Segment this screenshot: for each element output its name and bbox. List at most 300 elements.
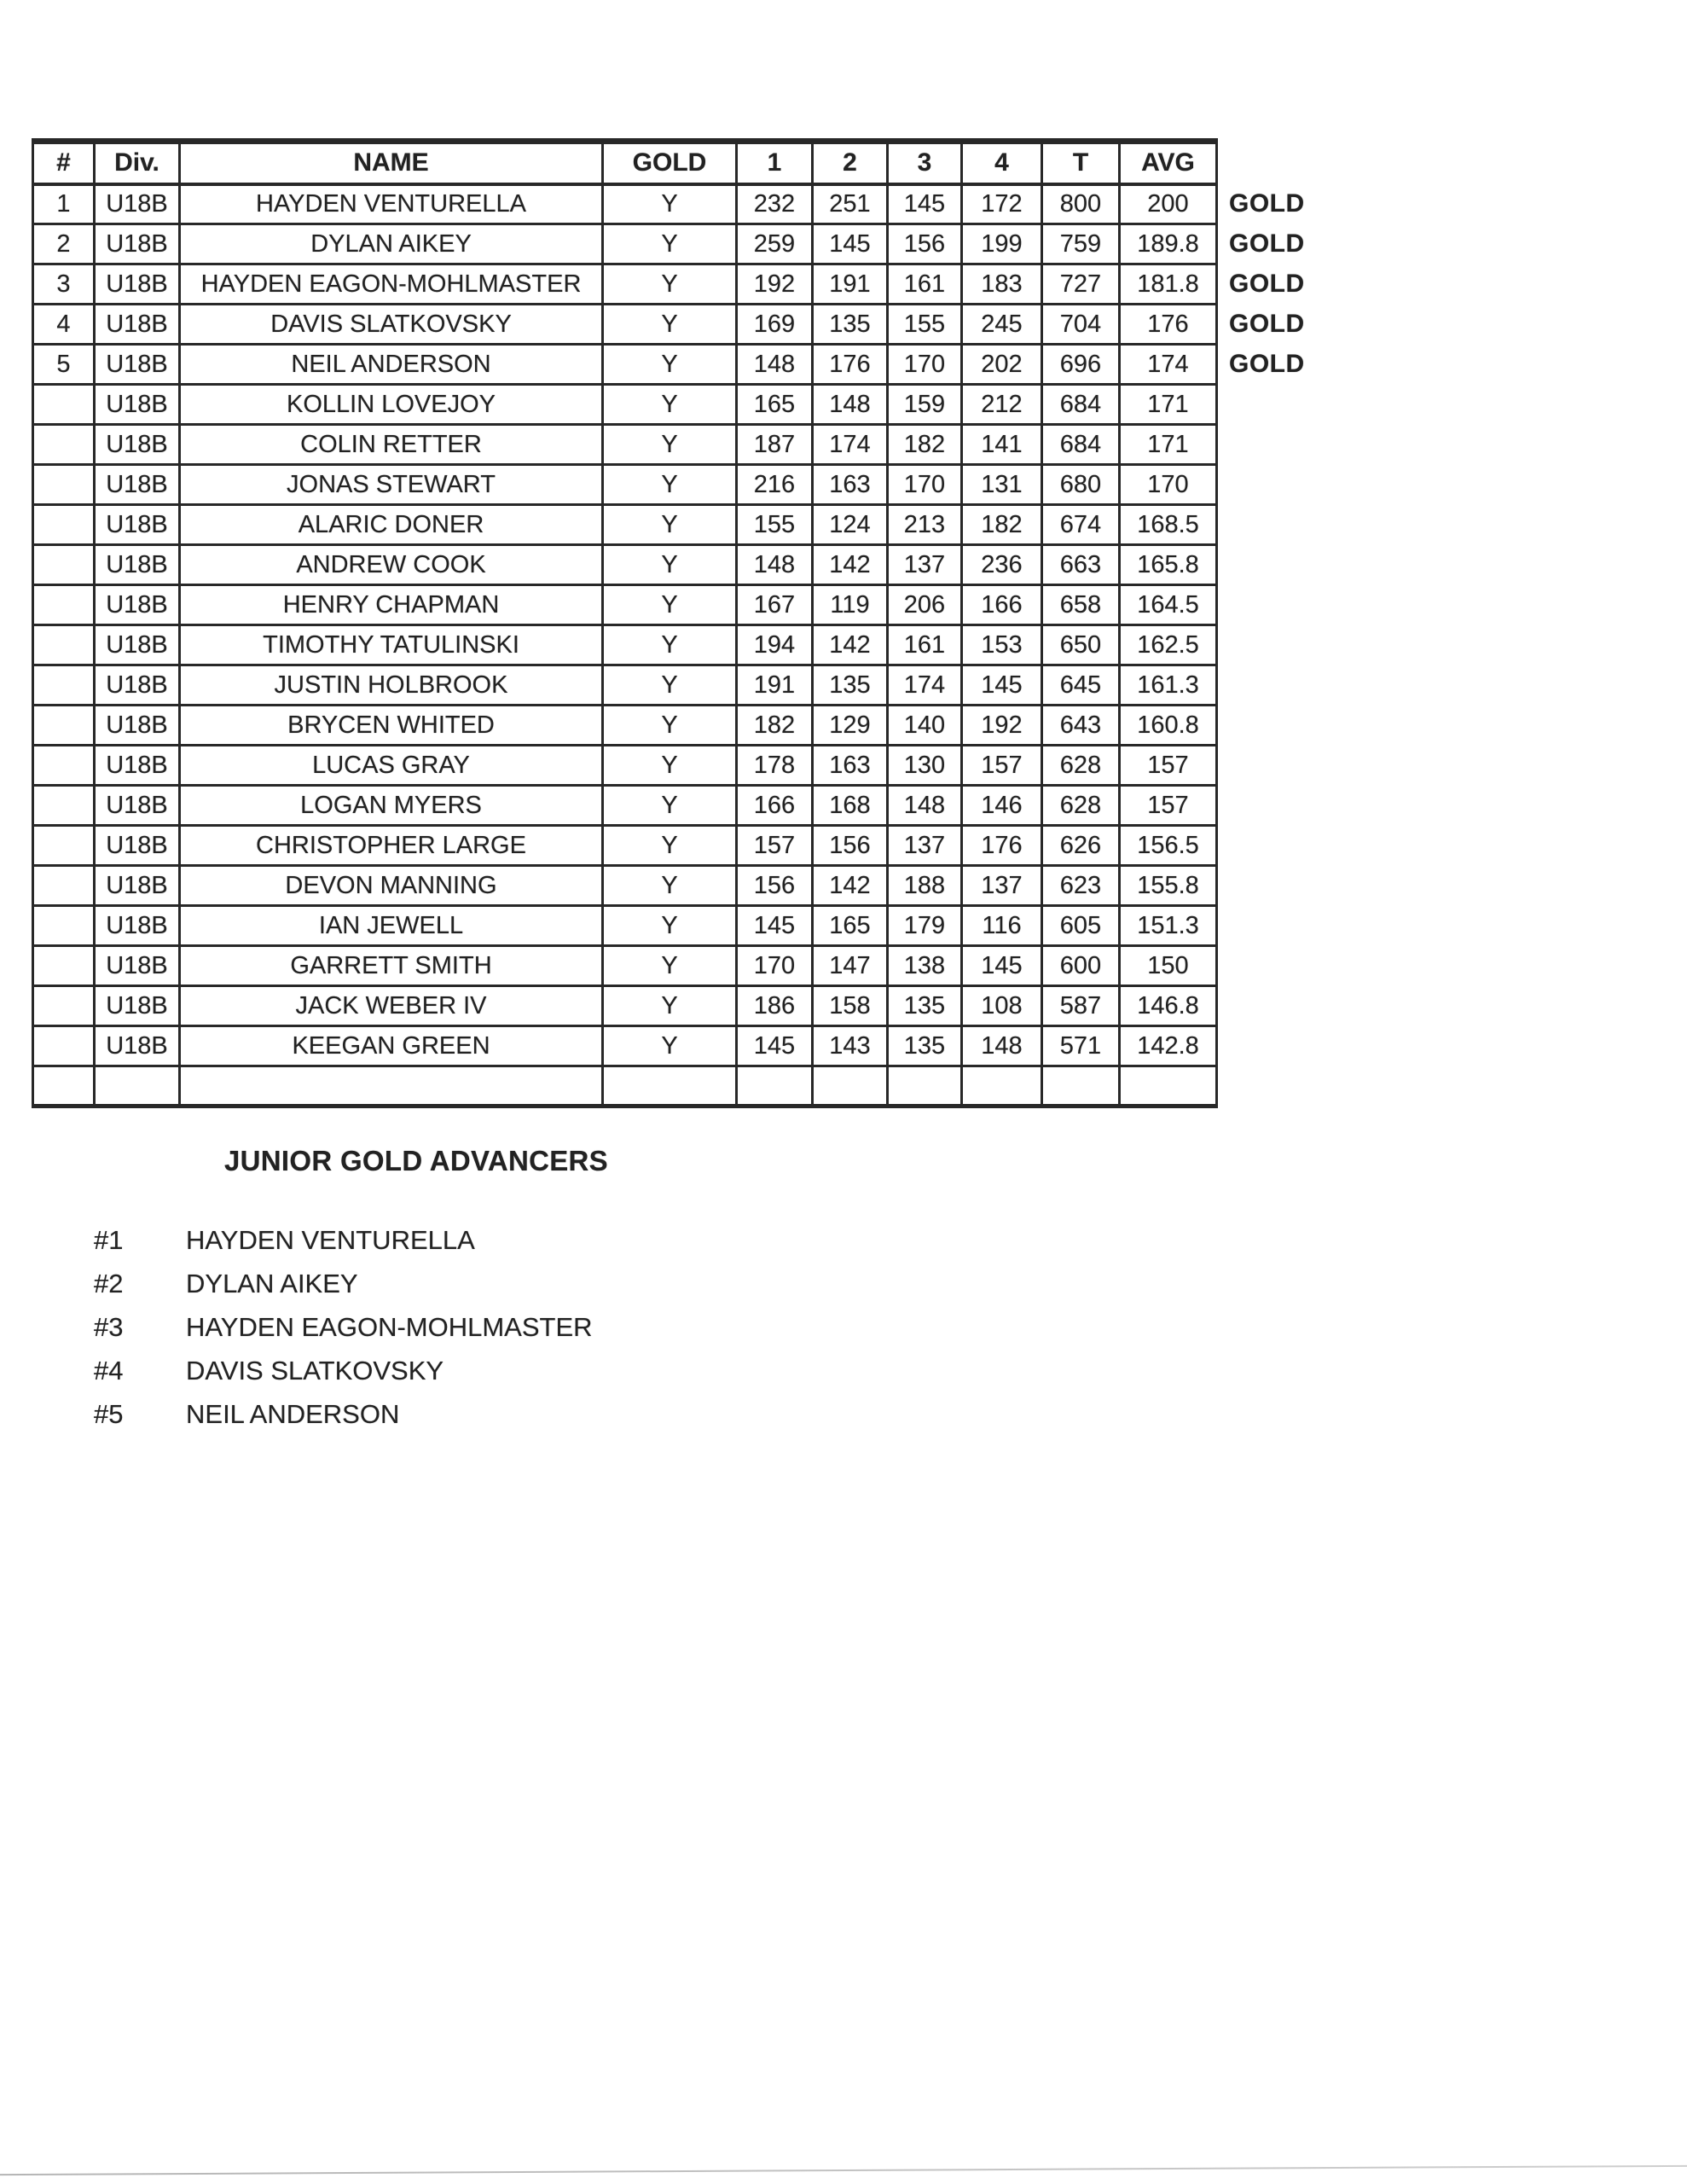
cell-g1: 194 [737,625,813,665]
cell-tag [1217,465,1336,505]
cell-num [33,425,95,465]
cell-g2: 142 [813,866,888,906]
advancer-name: HAYDEN EAGON-MOHLMASTER [186,1312,593,1342]
cell-name: LOGAN MYERS [180,786,603,826]
cell-g4: 108 [962,986,1042,1026]
cell-total: 727 [1042,264,1120,305]
cell-tag: GOLD [1229,270,1305,298]
header-row [33,142,1336,184]
cell-g2: 148 [813,385,888,425]
cell-total: 759 [1042,224,1120,264]
cell-tag [1217,625,1336,665]
cell-tag [1217,1066,1336,1107]
cell-g3: 148 [888,786,962,826]
cell-num [33,545,95,585]
cell-num [33,826,95,866]
cell-avg: 200 [1120,184,1217,224]
cell-avg: 181.8 [1120,264,1217,305]
cell-total: 605 [1042,906,1120,946]
cell-g2: 163 [813,746,888,786]
cell-g4: 157 [962,746,1042,786]
cell-div: U18B [95,1026,180,1066]
table-row [33,906,1336,946]
cell-name: KEEGAN GREEN [180,1026,603,1066]
advancer-item [0,1225,768,1253]
cell-avg: 157 [1120,786,1217,826]
cell-total: 704 [1042,305,1120,345]
cell-num [33,585,95,625]
cell-gold: Y [603,585,737,625]
cell-g4: 183 [962,264,1042,305]
cell-total: 680 [1042,465,1120,505]
table-body [33,184,1336,1107]
cell-name: ALARIC DONER [180,505,603,545]
cell-avg: 161.3 [1120,665,1217,706]
cell-gold: Y [603,224,737,264]
cell-avg: 142.8 [1120,1026,1217,1066]
cell-g2: 158 [813,986,888,1026]
cell-gold: Y [603,906,737,946]
table-row [33,786,1336,826]
cell-g3: 206 [888,585,962,625]
cell-name: IAN JEWELL [180,906,603,946]
cell-name: DEVON MANNING [180,866,603,906]
cell-name: BRYCEN WHITED [180,706,603,746]
cell-g4: 145 [962,946,1042,986]
cell-total: 674 [1042,505,1120,545]
cell-g1: 178 [737,746,813,786]
cell-g4: 236 [962,545,1042,585]
header-cell: # [33,142,95,184]
cell-gold: Y [603,946,737,986]
cell-total: 663 [1042,545,1120,585]
cell-name: HENRY CHAPMAN [180,585,603,625]
header-cell: T [1042,142,1120,184]
cell-tag [1217,665,1336,706]
cell-gold: Y [603,264,737,305]
cell-avg: 171 [1120,385,1217,425]
advancer-name: DAVIS SLATKOVSKY [186,1356,444,1385]
cell-g4 [962,1066,1042,1107]
cell-tag [1217,545,1336,585]
cell-div: U18B [95,425,180,465]
cell-g1: 259 [737,224,813,264]
advancer-name: DYLAN AIKEY [186,1269,358,1298]
cell-g3: 140 [888,706,962,746]
cell-g3: 137 [888,826,962,866]
cell-name: KOLLIN LOVEJOY [180,385,603,425]
cell-g2: 143 [813,1026,888,1066]
table-row [33,505,1336,545]
table-row [33,746,1336,786]
cell-g3: 159 [888,385,962,425]
header-cell: GOLD [603,142,737,184]
advancers-title: JUNIOR GOLD ADVANCERS [224,1145,608,1176]
cell-g1: 192 [737,264,813,305]
cell-g2: 145 [813,224,888,264]
cell-g2: 135 [813,665,888,706]
cell-tag [1217,1026,1336,1066]
cell-g1: 148 [737,545,813,585]
cell-g4: 145 [962,665,1042,706]
cell-gold: Y [603,746,737,786]
cell-g1: 186 [737,986,813,1026]
cell-name: HAYDEN VENTURELLA [180,184,603,224]
cell-total: 658 [1042,585,1120,625]
cell-total: 650 [1042,625,1120,665]
cell-tag [1217,866,1336,906]
cell-div: U18B [95,746,180,786]
advancer-item [0,1312,768,1340]
table-row [33,305,1336,345]
cell-g2: 124 [813,505,888,545]
advancer-rank: #2 [94,1269,124,1298]
cell-num: 4 [33,305,95,345]
cell-num [33,505,95,545]
cell-total: 684 [1042,385,1120,425]
cell-div: U18B [95,906,180,946]
cell-name: JACK WEBER IV [180,986,603,1026]
cell-total: 645 [1042,665,1120,706]
cell-g3: 135 [888,1026,962,1066]
cell-avg: 164.5 [1120,585,1217,625]
header-cell: 4 [962,142,1042,184]
cell-gold [603,1066,737,1107]
cell-name: HAYDEN EAGON-MOHLMASTER [180,264,603,305]
cell-div: U18B [95,545,180,585]
cell-name: LUCAS GRAY [180,746,603,786]
header-cell: 1 [737,142,813,184]
cell-total: 800 [1042,184,1120,224]
cell-div: U18B [95,625,180,665]
table-row [33,345,1336,385]
cell-g1: 170 [737,946,813,986]
cell-g4: 182 [962,505,1042,545]
cell-num [33,1026,95,1066]
cell-g4: 116 [962,906,1042,946]
cell-g2 [813,1066,888,1107]
cell-num: 3 [33,264,95,305]
advancer-item [0,1399,768,1427]
cell-g4: 245 [962,305,1042,345]
table-row [33,986,1336,1026]
table-row [33,826,1336,866]
cell-name: COLIN RETTER [180,425,603,465]
cell-g4: 192 [962,706,1042,746]
cell-g2: 168 [813,786,888,826]
table-row [33,1066,1336,1107]
cell-div: U18B [95,345,180,385]
cell-tag [1217,746,1336,786]
cell-name: CHRISTOPHER LARGE [180,826,603,866]
cell-g3: 170 [888,465,962,505]
cell-g4: 146 [962,786,1042,826]
cell-avg: 168.5 [1120,505,1217,545]
cell-g4: 131 [962,465,1042,505]
table-row [33,385,1336,425]
cell-total: 571 [1042,1026,1120,1066]
cell-num [33,986,95,1026]
cell-gold: Y [603,184,737,224]
cell-g1: 156 [737,866,813,906]
cell-name: GARRETT SMITH [180,946,603,986]
cell-tag [1217,385,1336,425]
table-row [33,1026,1336,1066]
cell-num: 1 [33,184,95,224]
cell-name: TIMOTHY TATULINSKI [180,625,603,665]
cell-avg: 155.8 [1120,866,1217,906]
cell-g2: 156 [813,826,888,866]
cell-name [180,1066,603,1107]
cell-g3: 182 [888,425,962,465]
header-cell: NAME [180,142,603,184]
cell-gold: Y [603,345,737,385]
cell-total: 623 [1042,866,1120,906]
cell-div: U18B [95,946,180,986]
cell-avg: 146.8 [1120,986,1217,1026]
cell-g1 [737,1066,813,1107]
cell-g1: 145 [737,906,813,946]
cell-tag [1217,786,1336,826]
cell-avg: 176 [1120,305,1217,345]
cell-div [95,1066,180,1107]
cell-gold: Y [603,305,737,345]
cell-total: 628 [1042,746,1120,786]
cell-avg: 156.5 [1120,826,1217,866]
cell-num [33,625,95,665]
cell-num [33,385,95,425]
cell-total: 600 [1042,946,1120,986]
cell-gold: Y [603,545,737,585]
cell-g2: 163 [813,465,888,505]
cell-num [33,665,95,706]
table-row [33,545,1336,585]
cell-gold: Y [603,505,737,545]
cell-g3: 138 [888,946,962,986]
cell-div: U18B [95,505,180,545]
cell-div: U18B [95,264,180,305]
cell-g2: 174 [813,425,888,465]
advancer-rank: #5 [94,1399,124,1429]
cell-g1: 145 [737,1026,813,1066]
cell-avg: 150 [1120,946,1217,986]
cell-div: U18B [95,465,180,505]
cell-g1: 167 [737,585,813,625]
advancer-rank: #1 [94,1225,124,1255]
cell-g4: 153 [962,625,1042,665]
cell-div: U18B [95,184,180,224]
cell-gold: Y [603,425,737,465]
cell-div: U18B [95,986,180,1026]
cell-div: U18B [95,826,180,866]
cell-div: U18B [95,866,180,906]
advancer-rank: #3 [94,1312,124,1342]
cell-tag [1217,946,1336,986]
header-tag-spacer [1217,142,1336,184]
cell-avg: 170 [1120,465,1217,505]
cell-num [33,746,95,786]
cell-gold: Y [603,826,737,866]
cell-g4: 199 [962,224,1042,264]
cell-g3: 135 [888,986,962,1026]
cell-g3: 155 [888,305,962,345]
cell-total: 628 [1042,786,1120,826]
cell-g4: 176 [962,826,1042,866]
cell-avg: 157 [1120,746,1217,786]
cell-g2: 147 [813,946,888,986]
cell-g4: 148 [962,1026,1042,1066]
cell-g2: 135 [813,305,888,345]
advancer-item [0,1356,768,1384]
cell-g3: 156 [888,224,962,264]
table-header [33,142,1336,184]
cell-div: U18B [95,385,180,425]
cell-num: 5 [33,345,95,385]
cell-name: JONAS STEWART [180,465,603,505]
cell-gold: Y [603,706,737,746]
cell-g3: 161 [888,264,962,305]
cell-g4: 137 [962,866,1042,906]
advancer-rank: #4 [94,1356,124,1385]
cell-g3: 179 [888,906,962,946]
cell-tag [1217,425,1336,465]
cell-g1: 166 [737,786,813,826]
advancer-item [0,1269,768,1297]
cell-name: ANDREW COOK [180,545,603,585]
cell-tag [1217,585,1336,625]
cell-tag [1217,906,1336,946]
table-row [33,866,1336,906]
cell-g3: 170 [888,345,962,385]
cell-g1: 187 [737,425,813,465]
cell-g2: 191 [813,264,888,305]
cell-g3 [888,1066,962,1107]
table-row [33,425,1336,465]
table-row [33,224,1336,264]
cell-avg: 171 [1120,425,1217,465]
cell-tag [1217,706,1336,746]
table-row [33,706,1336,746]
cell-avg [1120,1066,1217,1107]
cell-g4: 166 [962,585,1042,625]
cell-num [33,706,95,746]
cell-total [1042,1066,1120,1107]
cell-total: 696 [1042,345,1120,385]
table-row [33,946,1336,986]
cell-gold: Y [603,665,737,706]
cell-g3: 137 [888,545,962,585]
cell-num [33,465,95,505]
table-row [33,465,1336,505]
cell-avg: 165.8 [1120,545,1217,585]
cell-num [33,946,95,986]
cell-g4: 212 [962,385,1042,425]
header-cell: 3 [888,142,962,184]
cell-avg: 151.3 [1120,906,1217,946]
cell-num [33,866,95,906]
cell-g2: 176 [813,345,888,385]
cell-num [33,786,95,826]
cell-g2: 119 [813,585,888,625]
cell-gold: Y [603,625,737,665]
header-cell: 2 [813,142,888,184]
cell-g3: 130 [888,746,962,786]
advancer-name: NEIL ANDERSON [186,1399,400,1429]
cell-avg: 160.8 [1120,706,1217,746]
cell-name: DYLAN AIKEY [180,224,603,264]
cell-g2: 129 [813,706,888,746]
cell-name: DAVIS SLATKOVSKY [180,305,603,345]
advancer-name: HAYDEN VENTURELLA [186,1225,475,1255]
cell-gold: Y [603,866,737,906]
cell-name: NEIL ANDERSON [180,345,603,385]
cell-div: U18B [95,665,180,706]
cell-gold: Y [603,986,737,1026]
cell-g2: 165 [813,906,888,946]
cell-g3: 188 [888,866,962,906]
cell-gold: Y [603,385,737,425]
cell-tag: GOLD [1229,189,1305,218]
cell-g2: 142 [813,545,888,585]
cell-div: U18B [95,305,180,345]
cell-div: U18B [95,706,180,746]
cell-num [33,1066,95,1107]
cell-total: 587 [1042,986,1120,1026]
table-row [33,264,1336,305]
cell-avg: 162.5 [1120,625,1217,665]
cell-gold: Y [603,465,737,505]
cell-g1: 157 [737,826,813,866]
cell-g1: 191 [737,665,813,706]
table-row [33,585,1336,625]
table-row [33,625,1336,665]
cell-tag: GOLD [1229,229,1305,258]
cell-g1: 155 [737,505,813,545]
cell-div: U18B [95,224,180,264]
cell-gold: Y [603,786,737,826]
cell-g1: 165 [737,385,813,425]
cell-g4: 202 [962,345,1042,385]
cell-g1: 169 [737,305,813,345]
cell-g4: 172 [962,184,1042,224]
cell-g3: 174 [888,665,962,706]
cell-g3: 161 [888,625,962,665]
cell-tag: GOLD [1229,350,1305,378]
table-row [33,665,1336,706]
cell-tag [1217,826,1336,866]
cell-gold: Y [603,1026,737,1066]
header-cell: AVG [1120,142,1217,184]
cell-tag: GOLD [1229,310,1305,338]
cell-total: 643 [1042,706,1120,746]
cell-avg: 189.8 [1120,224,1217,264]
cell-avg: 174 [1120,345,1217,385]
cell-tag [1217,505,1336,545]
cell-g2: 142 [813,625,888,665]
cell-g1: 148 [737,345,813,385]
cell-num: 2 [33,224,95,264]
cell-g4: 141 [962,425,1042,465]
cell-div: U18B [95,786,180,826]
header-cell: Div. [95,142,180,184]
cell-g3: 145 [888,184,962,224]
cell-tag [1217,986,1336,1026]
scan-artifact-line [0,2165,1687,2175]
results-table [32,138,1337,1108]
cell-div: U18B [95,585,180,625]
cell-total: 684 [1042,425,1120,465]
cell-g1: 216 [737,465,813,505]
